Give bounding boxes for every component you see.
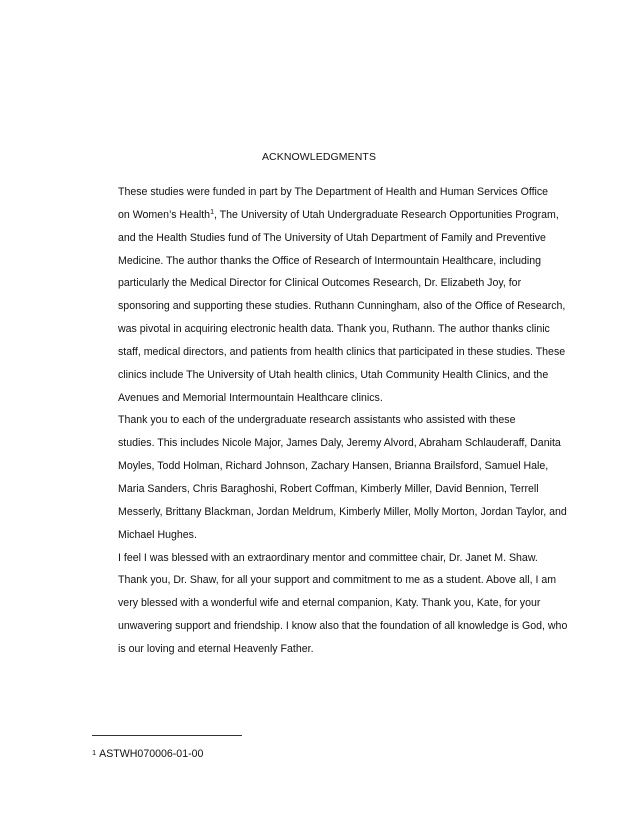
- footnote-marker: 1: [92, 748, 97, 757]
- text-line: very blessed with a wonderful wife and eternal companion, Katy. Thank you, Kate, for your: [118, 597, 541, 610]
- text-line: Thank you, Dr. Shaw, for all your support and commitment to me as a student. Above all, I am: [118, 574, 557, 587]
- text-line: clinics include The University of Utah health clinics, Utah Community Health Clinics, and the: [118, 368, 549, 381]
- text-line: and the Health Studies fund of The University of Utah Department of Family and Preventive: [118, 231, 546, 244]
- text-line: was pivotal in acquiring electronic health data. Thank you, Ruthann. The author thanks clinic: [118, 323, 550, 336]
- text-segment: on Women’s Health: [118, 208, 211, 221]
- text-line: These studies were funded in part by The Department of Health and Human Services Office: [118, 186, 549, 198]
- text-line: Maria Sanders, Chris Baraghoshi, Robert Coffman, Kimberly Miller, David Bennion, Terrell: [118, 482, 539, 495]
- footnote-divider: [92, 735, 242, 736]
- text-line: sponsoring and supporting these studies. Ruthann Cunningham, also of the Office of Research,: [118, 300, 566, 313]
- text-line: is our loving and eternal Heavenly Father.: [118, 642, 314, 655]
- text-line: studies. This includes Nicole Major, James Daly, Jeremy Alvord, Abraham Schlauderaff, Danita: [118, 437, 561, 450]
- page-heading: ACKNOWLEDGMENTS: [261, 151, 377, 163]
- text-line: particularly the Medical Director for Clinical Outcomes Research, Dr. Elizabeth Joy, for: [118, 277, 522, 290]
- text-line: [92, 204, 559, 227]
- text-segment: , The University of Utah Undergraduate Research Opportunities Program,: [213, 208, 559, 221]
- footnote-text: ASTWH070006-01-00: [99, 748, 204, 760]
- text-line: I feel I was blessed with an extraordinary mentor and committee chair, Dr. Janet M. Shaw.: [118, 551, 538, 564]
- text-line: Medicine. The author thanks the Office of Research of Intermountain Healthcare, including: [118, 254, 542, 267]
- text-line: unwavering support and friendship. I know also that the foundation of all knowledge is God, who: [118, 620, 568, 633]
- text-line: Messerly, Brittany Blackman, Jordan Meldrum, Kimberly Miller, Molly Morton, Jordan Taylor, and: [118, 505, 567, 518]
- footnote-reference: 1: [210, 208, 214, 216]
- paragraph-research-assistants: [92, 409, 567, 546]
- text-line: Thank you to each of the undergraduate research assistants who assisted with these: [118, 414, 516, 427]
- body-text: [92, 181, 568, 661]
- footnote: [92, 746, 203, 761]
- text-line: Avenues and Memorial Intermountain Healthcare clinics.: [118, 391, 383, 404]
- text-line: Moyles, Todd Holman, Richard Johnson, Zachary Hansen, Brianna Brailsford, Samuel Hale,: [118, 460, 549, 473]
- text-line: staff, medical directors, and patients from health clinics that participated in these studies. These: [118, 345, 566, 358]
- paragraph-personal-thanks: [92, 547, 568, 661]
- text-line: Michael Hughes.: [118, 528, 197, 541]
- paragraph-funding: [92, 181, 566, 409]
